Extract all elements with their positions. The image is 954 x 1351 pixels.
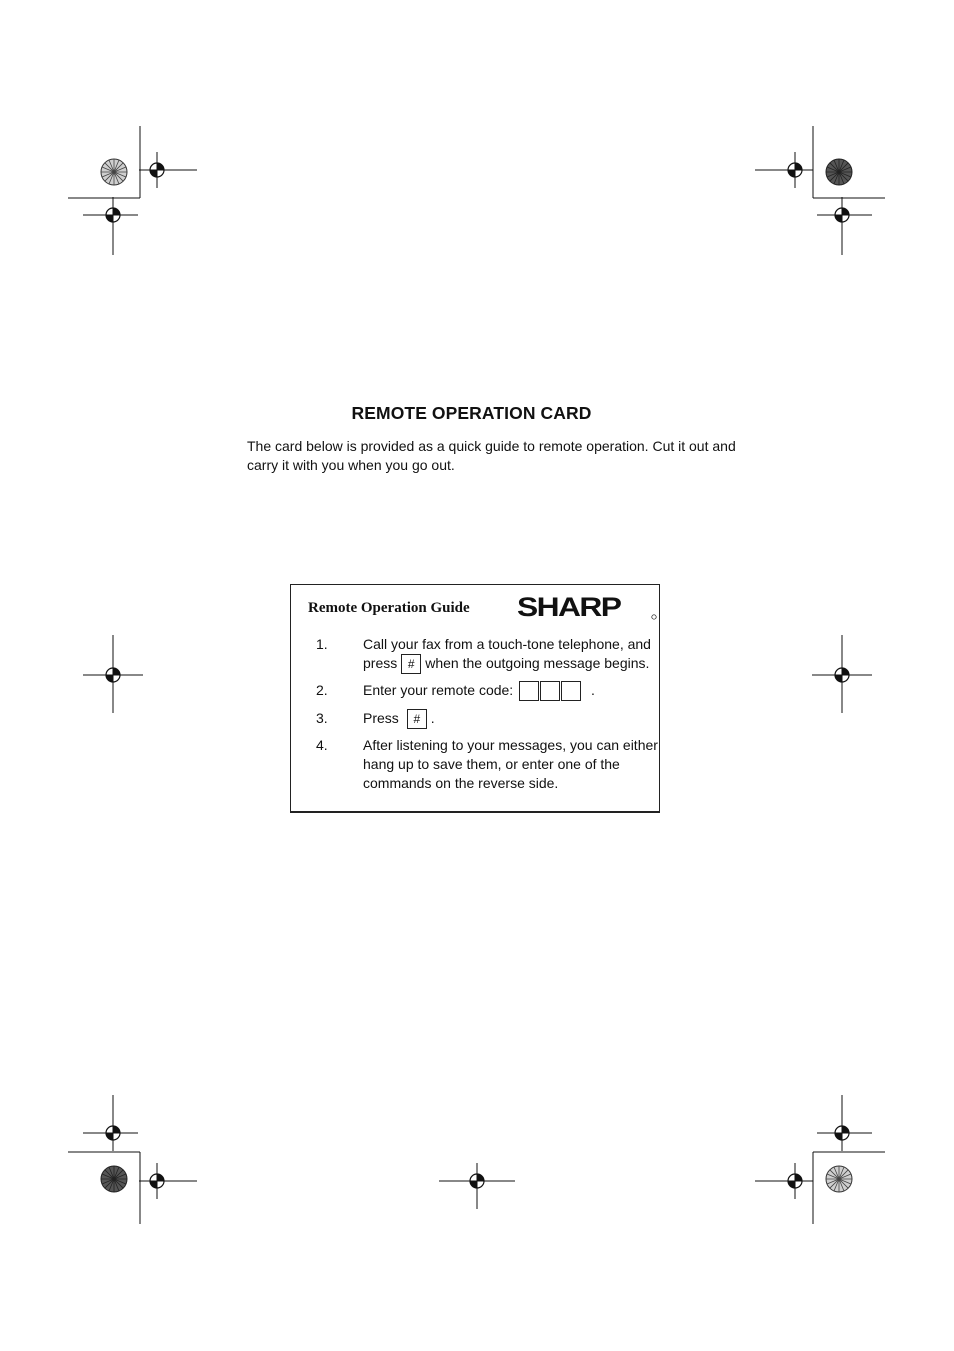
step-text: Call your fax from a touch-tone telephone, and xyxy=(363,636,651,652)
sharp-logo xyxy=(517,591,659,625)
remote-code-boxes xyxy=(519,682,582,698)
step-text: when the outgoing message begins. xyxy=(425,655,650,671)
step-end: . xyxy=(590,682,595,698)
hash-key: # xyxy=(407,709,427,729)
step-text: press xyxy=(363,655,398,671)
card-title: Remote Operation Guide xyxy=(308,600,470,616)
code-box xyxy=(540,681,560,701)
sharp-logo-text: SHARP xyxy=(517,592,621,623)
step-number: 3. xyxy=(316,710,328,726)
step-text: After listening to your messages, you can either hang up to save them, or enter one of the commands on the reverse side. xyxy=(363,737,658,791)
remote-operation-card xyxy=(290,584,660,813)
step-text: Enter your remote code: xyxy=(363,682,514,698)
code-box xyxy=(519,681,539,701)
hash-key: # xyxy=(401,654,421,674)
intro-paragraph: The card below is provided as a quick guide to remote operation. Cut it out and carry it with you when you go out. xyxy=(247,438,736,473)
code-box xyxy=(561,681,581,701)
step-end: . xyxy=(430,710,435,726)
step-number: 2. xyxy=(316,682,328,698)
step-number: 4. xyxy=(316,737,328,753)
page-title: REMOTE OPERATION CARD xyxy=(351,403,592,423)
step-text: Press xyxy=(363,710,399,726)
step-number: 1. xyxy=(316,636,328,652)
